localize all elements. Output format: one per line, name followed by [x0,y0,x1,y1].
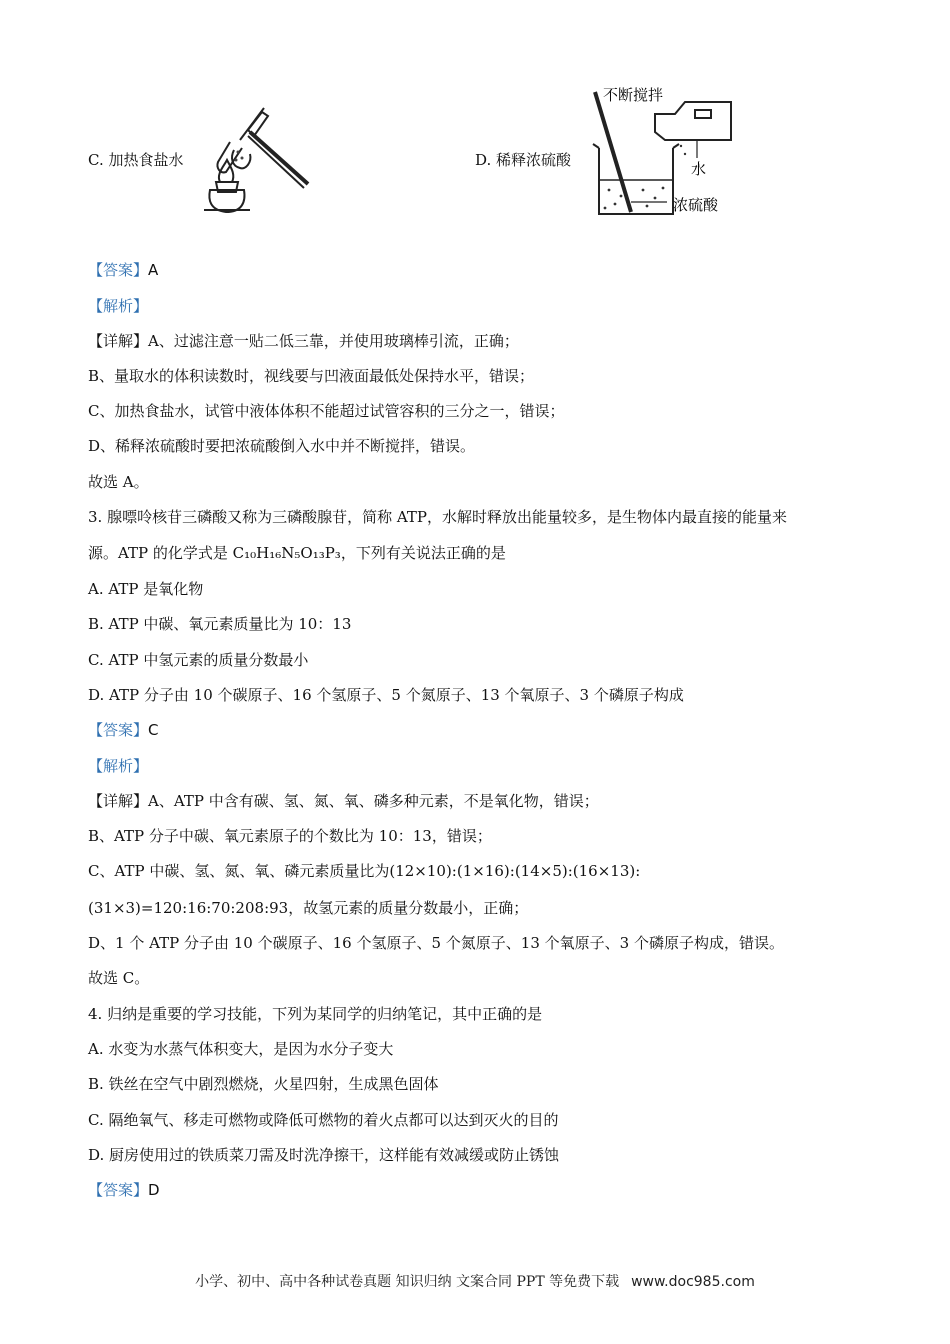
q4-option-d: D. 厨房使用过的铁质菜刀需及时洗净擦干，这样能有效减缓或防止锈蚀 [88,1146,560,1164]
q2-line-b: B、量取水的体积读数时，视线要与凹液面最低处保持水平，错误； [88,367,535,385]
q4-option-a: A. 水变为水蒸气体积变大，是因为水分子变大 [88,1040,394,1058]
q3-option-a: A. ATP 是氧化物 [88,580,204,598]
detail-tag: 【详解】 [88,332,149,350]
q4-stem: 4. 归纳是重要的学习技能，下列为某同学的归纳笔记，其中正确的是 [88,1005,543,1023]
q2-line-c: C、加热食盐水，试管中液体体积不能超过试管容积的三分之一，错误； [88,402,565,420]
q2-conclusion: 故选 A。 [88,473,149,491]
answer-tag: 【答案】 [88,261,149,279]
q3-option-d: D. ATP 分子由 10 个碳原子、16 个氢原子、5 个氮原子、13 个氧原子、3 个磷原子构成 [88,686,684,704]
answer-value: D [148,1181,160,1199]
detail-text: A、ATP 中含有碳、氢、氮、氧、磷多种元素，不是氧化物，错误； [148,792,599,810]
q3-option-b: B. ATP 中碳、氧元素质量比为 10：13 [88,615,352,633]
q3-conclusion: 故选 C。 [88,969,150,987]
q3-answer [88,720,159,740]
q2-detail-line [88,331,519,351]
q4-option-c: C. 隔绝氧气、移走可燃物或降低可燃物的着火点都可以达到灭火的目的 [88,1111,559,1129]
q3-line-c-cont: (31×3)=120:16:70:208:93，故氢元素的质量分数最小，正确； [88,899,529,917]
answer-tag: 【答案】 [88,721,149,739]
dilute-acid-beaker-icon [585,82,745,222]
answer-value: A [148,261,159,279]
label-acid: 浓硫酸 [673,196,719,214]
q2-line-d: D、稀释浓硫酸时要把浓硫酸倒入水中并不断搅拌，错误。 [88,437,476,455]
q4-answer [88,1180,160,1200]
q3-stem-2: 源。ATP 的化学式是 C₁₀H₁₆N₅O₁₃P₃，下列有关说法正确的是 [88,544,506,562]
q3-line-c: C、ATP 中碳、氢、氮、氧、磷元素质量比为(12×10):(1×16):(14×5):(16×13): [88,862,641,880]
q3-detail-line [88,791,599,811]
answer-value: C [148,721,159,739]
test-tube-heating-icon [190,102,320,220]
q3-option-c: C. ATP 中氢元素的质量分数最小 [88,651,309,669]
q3-line-b: B、ATP 分子中碳、氧元素原子的个数比为 10：13，错误； [88,827,492,845]
q3-stem-1: 3. 腺嘌呤核苷三磷酸又称为三磷酸腺苷，简称 ATP，水解时释放出能量较多，是生物体内最直接的能量来 [88,508,787,526]
detail-tag: 【详解】 [88,792,149,810]
detail-text: A、过滤注意一贴二低三靠，并使用玻璃棒引流，正确； [148,332,519,350]
q2-analysis-tag: 【解析】 [88,297,149,315]
q3-line-d: D、1 个 ATP 分子由 10 个碳原子、16 个氢原子、5 个氮原子、13 个氧原子、3 个磷原子构成，错误。 [88,934,784,952]
q4-option-b: B. 铁丝在空气中剧烈燃烧，火星四射，生成黑色固体 [88,1075,439,1093]
label-stir: 不断搅拌 [603,86,664,104]
option-c-label: C. 加热食盐水 [88,151,184,169]
answer-tag: 【答案】 [88,1181,149,1199]
footer-url[interactable]: www.doc985.com [631,1274,755,1290]
option-d-label: D. 稀释浓硫酸 [475,151,572,169]
label-water: 水 [691,160,707,178]
q2-answer [88,260,158,280]
page-footer [0,1271,950,1291]
footer-text: 小学、初中、高中各种试卷真题 知识归纳 文案合同 PPT 等免费下载 [195,1274,620,1290]
q3-analysis-tag: 【解析】 [88,757,149,775]
